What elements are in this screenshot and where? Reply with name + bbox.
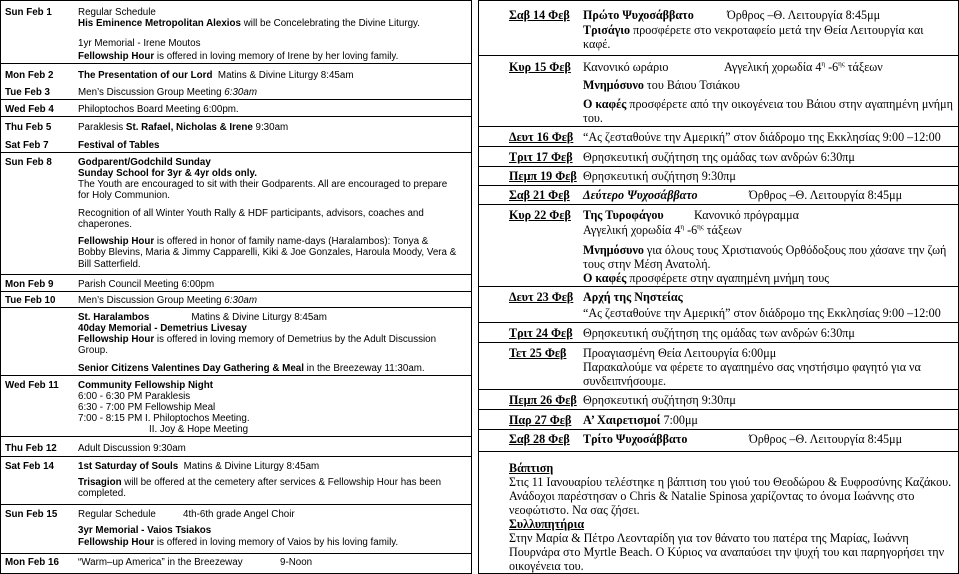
gr-tyrofagou: Της Τυροφάγου [583,208,664,222]
fellowship-tsiakos: Fellowship Hour is offered in loving memory of Vaios by his loving family. [78,537,399,548]
gr-angel-choir: Αγγελική χορωδία $4^\eta$ $-6^{\eta\varsigma}$ τάξεων [724,59,883,74]
gr-date-wed-25: Τετ 25 Φεβ [509,346,567,360]
divider [1,456,472,457]
memorial-livesay: 40day Memorial - Demetrius Livesay [78,323,247,334]
gr-discussion-19: Θρησκευτική συζήτηση 9:30πμ [583,169,736,183]
divider [1,274,472,275]
divider [479,322,959,323]
fellowship-livesay: Fellowship Hour is offered in loving memory of Demetrius by the Adult Discussion Group. [78,334,437,357]
divider [479,204,959,205]
date-sun-feb-15: Sun Feb 15 [5,509,58,520]
gr-date-sun-22: Κυρ 22 Φεβ [509,208,571,222]
gr-coffee-vaios: Ο καφές προσφέρετε από την οικογένεια του Βάιου στην αγαπημένη μνήμη του. [583,97,953,126]
divider [1,436,472,437]
divider [1,116,472,117]
regular-schedule: Regular Schedule [78,7,156,18]
gr-warm-up-16: “Ας ζεσταθούνε την Αμερική” στον διάδρομο της Εκκλησίας 9:00 –12:00 [583,130,941,144]
divider [1,63,472,64]
gr-date-sat-21: Σαβ 21 Φεβ [509,188,570,202]
senior-valentines: Senior Citizens Valentines Day Gathering & Meal in the Breezeway 11:30am. [78,363,425,374]
angel-choir: 4th-6th grade Angel Choir [183,509,295,520]
st-haralambos: St. Haralambos Matins & Divine Liturgy 8:45am [78,312,327,323]
date-wed-feb-11: Wed Feb 11 [5,380,59,391]
gr-potluck: Παρακαλούμε να φέρετε το αγαπημένο σας νηστήσιμο φαγητό για να συνδειπνήσουμε. [583,360,921,389]
gr-coffee-22: Ο καφές προσφέρετε στην αγαπημένη μνήμη τους [583,271,830,285]
schedule-paraklesis: 6:00 - 6:30 PM Paraklesis [78,391,191,402]
divider [479,146,959,147]
schedule-philoptochos: 7:00 - 8:15 PM I. Philoptochos Meeting. [78,413,250,424]
schedule-joy-hope: II. Joy & Hope Meeting [149,424,249,435]
gr-start-fast: Αρχή της Νηστείας [583,290,683,304]
divider [479,429,959,430]
youth-rally-recognition: Recognition of all Winter Youth Rally & HDF participants, advisors, coaches and chaperones. [78,208,424,231]
date-sat-feb-14: Sat Feb 14 [5,461,55,472]
date-thu-feb-5: Thu Feb 5 [5,122,52,133]
community-night: Community Fellowship Night [78,380,213,391]
gr-regular-program: Κανονικό πρόγραμμα [694,208,799,222]
date-mon-feb-2: Mon Feb 2 [5,70,54,81]
gr-regular-schedule: Κανονικό ωράριο [583,60,669,74]
youth-note: The Youth are encouraged to sit with their Godparents. All are encouraged to prepare for Holy Communion. [78,179,448,202]
divider [479,342,959,343]
festival-of-tables: Festival of Tables [78,140,160,151]
gr-first-psychosavvato: Πρώτο Ψυχοσάββατο [583,8,694,22]
gr-discussion-26: Θρησκευτική συζήτηση 9:30πμ [583,393,736,407]
memorial-tsiakos: 3yr Memorial - Vaios Tsiakos [78,525,212,536]
date-sun-feb-1: Sun Feb 1 [5,7,52,18]
mens-group-feb3: Men’s Discussion Group Meeting 6:30am [78,87,257,98]
gr-presanctified: Προαγιασμένη Θεία Λειτουργία 6:00μμ [583,346,777,360]
gr-date-sat-14: Σαβ 14 Φεβ [509,8,570,22]
english-schedule-panel [0,0,472,574]
divider [479,185,959,186]
date-wed-feb-4: Wed Feb 4 [5,104,54,115]
gr-date-mon-16: Δευτ 16 Φεβ [509,130,574,144]
divider [479,126,959,127]
adult-discussion: Adult Discussion 9:30am [78,443,186,454]
divider [479,166,959,167]
gr-angel-choir-22: Αγγελική χορωδία $4^\eta$ $-6^{\eta\varsigma}$ τάξεων [583,222,742,237]
divider [479,389,959,390]
gr-date-tue-24: Τριτ 24 Φεβ [509,326,573,340]
schedule-meal: 6:30 - 7:00 PM Fellowship Meal [78,402,216,413]
gr-orthros-14: Όρθρος –Θ. Λειτουργία 8:45μμ [727,8,881,22]
divider [479,55,959,56]
paraklesis-feb5: Paraklesis St. Rafael, Nicholas & Irene 9:30am [78,122,289,133]
sunday-school-note: Sunday School for 3yr & 4yr olds only. [78,168,257,179]
gr-orthros-21: Όρθρος –Θ. Λειτουργία 8:45μμ [749,188,903,202]
divider [1,504,472,505]
greek-schedule-panel [478,0,959,574]
date-sat-feb-7: Sat Feb 7 [5,140,49,151]
divider [1,553,472,554]
divider [479,286,959,287]
gr-date-mon-23: Δευτ 23 Φεβ [509,290,574,304]
divider [1,291,472,292]
date-tue-feb-3: Tue Feb 3 [5,87,50,98]
date-thu-feb-12: Thu Feb 12 [5,443,57,454]
fellowship-name-days: Fellowship Hour is offered in honor of family name-days (Haralambos): Tonya & Bobby Blevins, Maria & Jimmy Capparelli, Kiki & Joe Gonzales, Haroula Moody, Vera & Bill Satterfield. [78,236,457,270]
gr-date-sat-28: Σαβ 28 Φεβ [509,432,570,446]
gr-warm-up-23: “Ας ζεσταθούνε την Αμερική” στον διάδρομο της Εκκλησίας 9:00 –12:00 [583,306,941,320]
warm-up-time: 9-Noon [280,557,313,568]
divider [1,375,472,376]
fellowship-irene: Fellowship Hour is offered in loving memory of Irene by her loving family. [78,51,399,62]
gr-mens-group-17: Θρησκευτική συζήτηση της ομάδας των ανδρών 6:30πμ [583,150,855,164]
gr-third-psychosavvato: Τρίτο Ψυχοσάββατο [583,432,688,446]
date-mon-feb-16: Mon Feb 16 [5,557,59,568]
gr-salutations: Α’ Χαιρετισμοί 7:00μμ [583,413,698,427]
gr-memorial-middle-east: Μνημόσυνο για όλους τους Χριστιανούς Ορθόδοξους που χάσανε την ζωή τους στην Μέση Ανατολή. [583,243,947,272]
divider [1,307,472,308]
mens-group-feb10: Men’s Discussion Group Meeting 6:30am [78,295,257,306]
divider [479,409,959,410]
trisagion-note: Trisagion will be offered at the cemetery after services & Fellowship Hour has been completed. [78,477,442,500]
gr-trisagion: Τρισάγιο προσφέρετε στο νεκροταφείο μετά την Θεία Λειτουργία και καφέ. [583,23,924,52]
divider [1,99,472,100]
date-mon-feb-9: Mon Feb 9 [5,279,54,290]
gr-date-fri-27: Παρ 27 Φεβ [509,413,572,427]
warm-up-america: “Warm–up America” in the Breezeway [78,557,243,568]
divider [1,152,472,153]
presentation-event: The Presentation of our Lord Matins & Divine Liturgy 8:45am [78,70,354,81]
gr-memorial-vaios: Μνημόσυνο του Βάιου Τσιάκου [583,78,740,92]
gr-second-psychosavvato: Δεύτερο Ψυχοσάββατο [583,188,698,202]
memorial-irene: 1yr Memorial - Irene Moutos [78,38,201,49]
metropolitan-note: His Eminence Metropolitan Alexios will be Concelebrating the Divine Liturgy. [78,18,420,29]
gr-condolences-text: Στην Μαρία & Πέτρο Λεονταρίδη για τον θάνατο του πατέρα της Μαρίας, Ιωάννη Πουρνάρα στο Myrtle Beach. Ο Κύριος να αναπαύσει την ψυχή του και παρηγορήσει την οικογένεια του. [509,531,945,574]
gr-condolences-title: Συλλυπητήρια [509,517,585,531]
gr-date-thu-26: Πεμπ 26 Φεβ [509,393,577,407]
gr-baptism-text: Στις 11 Ιανουαρίου τελέστηκε η βάπτιση του γιού του Θεοδώρου & Ευφροσύνης Καζάκου. Ανάδοχοι παρέστησαν ο Chris & Natalie Spinosa χαρίζοντας το όνομα Ιωάννης στο νεοφώτιστο. Να σας ζήσει. [509,475,952,518]
gr-date-sun-15: Κυρ 15 Φεβ [509,60,571,74]
godparent-sunday: Godparent/Godchild Sunday [78,157,211,168]
gr-baptism-title: Βάπτιση [509,461,554,475]
parish-council: Parish Council Meeting 6:00pm [78,279,215,290]
gr-mens-group-24: Θρησκευτική συζήτηση της ομάδας των ανδρών 6:30πμ [583,326,855,340]
date-tue-feb-10: Tue Feb 10 [5,295,56,306]
gr-date-tue-17: Τριτ 17 Φεβ [509,150,573,164]
gr-orthros-28: Όρθρος –Θ. Λειτουργία 8:45μμ [749,432,903,446]
divider [479,451,959,452]
regular-schedule-feb15: Regular Schedule [78,509,156,520]
date-sun-feb-8: Sun Feb 8 [5,157,52,168]
philoptochos-board: Philoptochos Board Meeting 6:00pm. [78,104,239,115]
saturday-of-souls: 1st Saturday of Souls Matins & Divine Liturgy 8:45am [78,461,320,472]
gr-date-thu-19: Πεμπ 19 Φεβ [509,169,577,183]
